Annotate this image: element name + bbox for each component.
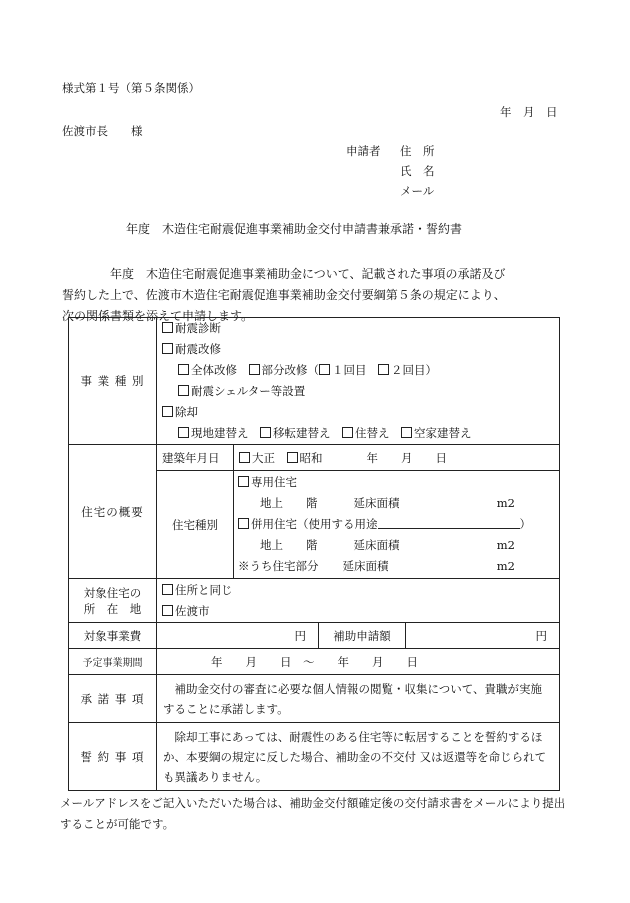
partial-renovation-checkbox[interactable] xyxy=(249,364,260,375)
sado-city-checkbox[interactable] xyxy=(162,605,173,616)
project-type-row xyxy=(69,318,560,445)
renovation-label: 耐震改修 xyxy=(175,342,221,356)
rebuild-site-label: 現地建替え xyxy=(191,426,249,440)
location-options xyxy=(157,579,560,623)
private-area-unit: m2 xyxy=(496,496,515,510)
combined-use-field[interactable] xyxy=(378,516,520,529)
combined-house-label: 併用住宅（使用する用途 xyxy=(251,517,378,531)
partial-renovation-label: 部分改修（ xyxy=(261,363,319,377)
footnote: メールアドレスをご記入いただいた場合は、補助金交付額確定後の交付請求書をメールにより提出することが可能です。 xyxy=(60,796,566,831)
combined-close-paren: ） xyxy=(519,517,531,531)
address-label: 住 所 xyxy=(400,144,435,158)
subsidy-label: 補助申請額 xyxy=(319,623,406,649)
shelter-checkbox[interactable] xyxy=(178,385,189,396)
diagnosis-label: 耐震診断 xyxy=(175,321,221,335)
applicant-label: 申請者 xyxy=(346,144,381,158)
cost-yen: 円 xyxy=(294,628,306,643)
private-floors-label: 地上 階 xyxy=(260,496,318,510)
period-label: 予定事業期間 xyxy=(69,649,157,675)
full-renovation-label: 全体改修 xyxy=(191,363,237,377)
relocate-checkbox[interactable] xyxy=(342,427,353,438)
intro-line: 誓約した上で、佐渡市木造住宅耐震促進事業補助金交付要綱第５条の規定により、 xyxy=(62,288,506,302)
vacant-rebuild-label: 空家建替え xyxy=(414,426,472,440)
built-date-row xyxy=(69,445,560,471)
location-label-line2: 所 在 地 xyxy=(83,601,142,616)
house-part-area-unit: m2 xyxy=(496,559,515,573)
subsidy-field[interactable] xyxy=(406,623,560,649)
second-time-checkbox[interactable] xyxy=(378,364,389,375)
consent-text: 補助金交付の審査に必要な個人情報の閲覧・収集について、貴職が実施することに承諾します。 xyxy=(157,675,560,723)
period-row xyxy=(69,649,560,675)
diagnosis-checkbox[interactable] xyxy=(162,322,173,333)
showa-label: 昭和 xyxy=(299,450,323,465)
sado-city-label: 佐渡市 xyxy=(175,603,210,618)
location-label-line1: 対象住宅の xyxy=(83,585,142,600)
intro-line: 年度 木造住宅耐震促進事業補助金について、記載された事項の承諾及び xyxy=(62,267,506,281)
project-type-options xyxy=(157,318,560,445)
email-label: メール xyxy=(400,184,435,198)
cost-row xyxy=(69,623,560,649)
cost-field[interactable] xyxy=(157,623,319,649)
form-number: 様式第１号（第５条関係） xyxy=(62,81,200,95)
name-label: 氏 名 xyxy=(400,164,435,178)
consent-label: 承 諾 事 項 xyxy=(69,675,157,723)
same-address-checkbox[interactable] xyxy=(162,584,173,595)
built-date-label: 建築年月日 xyxy=(157,445,234,471)
project-type-label: 事 業 種 別 xyxy=(69,318,157,445)
private-house-label: 専用住宅 xyxy=(251,475,297,489)
cost-label: 対象事業費 xyxy=(69,623,157,649)
house-kind-options xyxy=(234,471,560,579)
document-title: 年度 木造住宅耐震促進事業補助金交付申請書兼承諾・誓約書 xyxy=(126,222,463,236)
house-overview-label: 住宅の概要 xyxy=(69,445,157,579)
subsidy-yen: 円 xyxy=(535,628,547,643)
combined-floors-label: 地上 階 xyxy=(260,538,318,552)
rebuild-relocate-checkbox[interactable] xyxy=(260,427,271,438)
taisho-label: 大正 xyxy=(252,450,275,465)
private-area-label: 延床面積 xyxy=(353,496,400,510)
demolition-label: 除却 xyxy=(175,405,198,419)
period-field[interactable]: 年 月 日 ～ 年 月 日 xyxy=(157,649,560,675)
shelter-label: 耐震シェルター等設置 xyxy=(191,384,306,398)
same-address-label: 住所と同じ xyxy=(175,582,233,597)
taisho-checkbox[interactable] xyxy=(239,452,250,463)
application-form-table xyxy=(68,317,560,791)
built-date-options xyxy=(234,445,560,471)
house-kind-label: 住宅種別 xyxy=(157,471,234,579)
house-part-label: ※うち住宅部分 xyxy=(238,559,319,573)
addressee: 佐渡市長 様 xyxy=(62,124,143,138)
showa-checkbox[interactable] xyxy=(287,452,298,463)
combined-house-checkbox[interactable] xyxy=(238,518,249,529)
combined-area-label: 延床面積 xyxy=(353,538,400,552)
vacant-rebuild-checkbox[interactable] xyxy=(401,427,412,438)
relocate-label: 住替え xyxy=(355,426,390,440)
first-time-label: １回目 xyxy=(332,363,367,377)
private-house-checkbox[interactable] xyxy=(238,476,249,487)
demolition-checkbox[interactable] xyxy=(162,406,173,417)
location-label xyxy=(69,579,157,623)
date-line: 年 月 日 xyxy=(500,105,558,119)
combined-area-unit: m2 xyxy=(496,538,515,552)
pledge-text: 除却工事にあっては、耐震性のある住宅等に転居することを誓約するほか、本要綱の規定に反した場合、補助金の不交付 又は返還等を命じられても異議ありません。 xyxy=(157,723,560,791)
pledge-row xyxy=(69,723,560,791)
rebuild-relocate-label: 移転建替え xyxy=(273,426,331,440)
house-part-area-label: 延床面積 xyxy=(342,559,389,573)
consent-row xyxy=(69,675,560,723)
first-time-checkbox[interactable] xyxy=(319,364,330,375)
intro-line: 次の関係書類を添えて申請します。 xyxy=(62,309,254,323)
rebuild-site-checkbox[interactable] xyxy=(178,427,189,438)
second-time-label: ２回目） xyxy=(391,363,437,377)
location-row xyxy=(69,579,560,623)
pledge-label: 誓 約 事 項 xyxy=(69,723,157,791)
full-renovation-checkbox[interactable] xyxy=(178,364,189,375)
renovation-checkbox[interactable] xyxy=(162,343,173,354)
built-date-field[interactable]: 年 月 日 xyxy=(366,450,447,465)
